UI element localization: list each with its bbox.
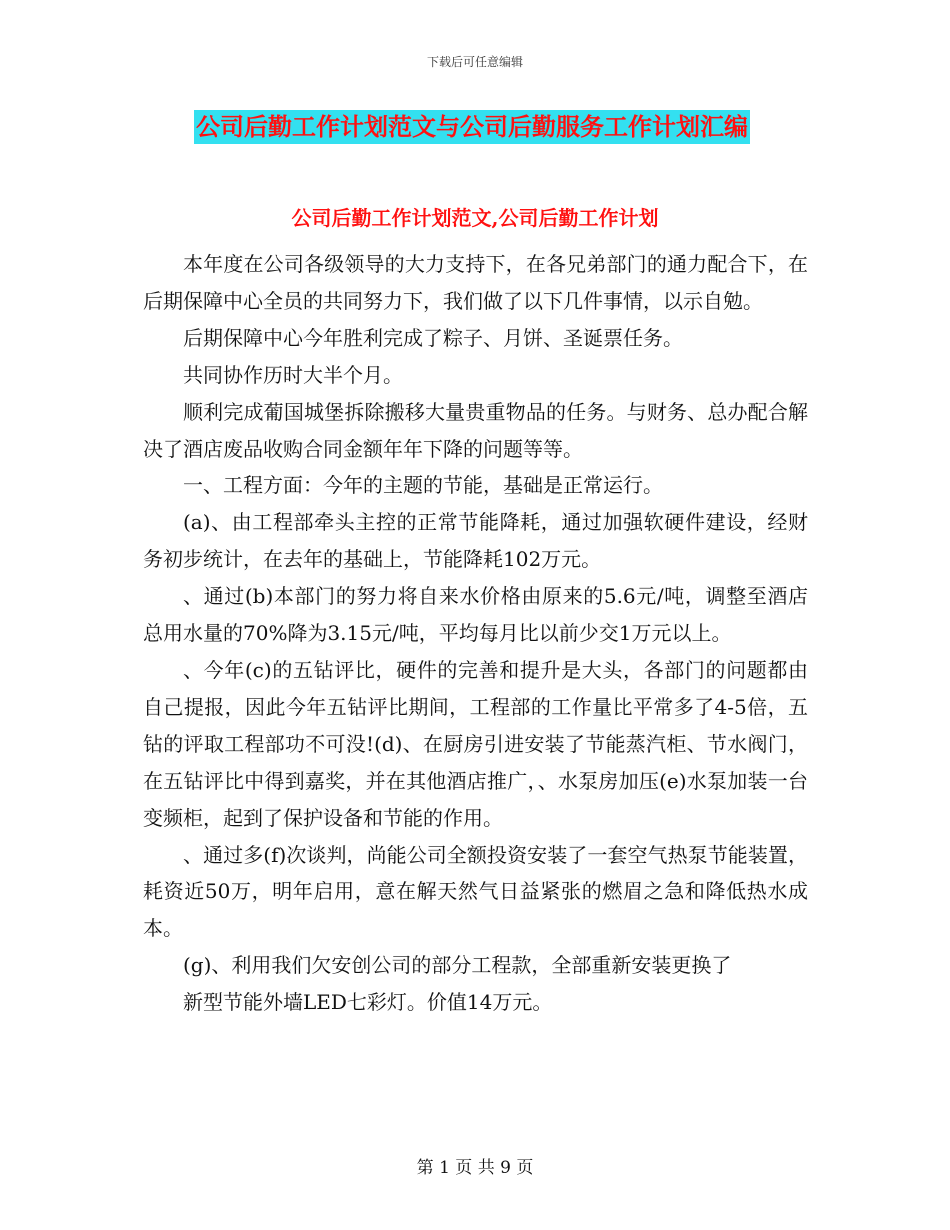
paragraph-castle: 顺利完成葡国城堡拆除搬移大量贵重物品的任务。与财务、总办配合解决了酒店废品收购合同金额年年下降的问题等等。	[143, 399, 808, 461]
paragraph-tasks: 后期保障中心今年胜利完成了粽子、月饼、圣诞票任务。	[183, 325, 683, 350]
header-note: 下载后可任意编辑	[426, 55, 523, 69]
document-main-title: 公司后勤工作计划范文与公司后勤服务工作计划汇编	[194, 110, 750, 144]
paragraph-engineering-heading: 一、工程方面：今年的主题的节能，基础是正常运行。	[183, 473, 663, 498]
paragraph-intro: 本年度在公司各级领导的大力支持下，在各兄弟部门的通力配合下，在后期保障中心全员的共同努力下，我们做了以下几件事情，以示自勉。	[143, 252, 808, 313]
paragraph-item-g-continued: 新型节能外墙LED七彩灯。价值14万元。	[183, 990, 553, 1015]
paragraph-cooperation: 共同协作历时大半个月。	[183, 362, 403, 387]
paragraph-item-g: (g)、利用我们欠安创公司的部分工程款，全部重新安装更换了	[183, 953, 732, 978]
document-sub-title: 公司后勤工作计划范文,公司后勤工作计划	[291, 206, 659, 230]
paragraph-item-f: 、通过多(f)次谈判，尚能公司全额投资安装了一套空气热泵节能装置，耗资近50万，明年启用，意在解天然气日益紧张的燃眉之急和降低热水成本。	[143, 842, 808, 941]
paragraph-item-a: (a)、由工程部牵头主控的正常节能降耗，通过加强软硬件建设，经财务初步统计，在去年的基础上，节能降耗102万元。	[143, 510, 808, 572]
page-number: 第 1 页 共 9 页	[416, 1158, 534, 1178]
paragraph-item-c-d-e: 、今年(c)的五钻评比，硬件的完善和提升是大头，各部门的问题都由自己提报，因此今年五钻评比期间，工程部的工作量比平常多了4-5倍，五钻的评取工程部功不可没!(d)、在厨房引进安装了节能蒸汽柜、节水阀门，在五钻评比中得到嘉奖，并在其他酒店推广，、水泵房加压(e)水泵加装一台变频柜，起到了保护设备和节能的作用。	[143, 657, 808, 830]
document-body	[143, 246, 808, 1021]
paragraph-item-b: 、通过(b)本部门的努力将自来水价格由原来的5.6元/吨，调整至酒店总用水量的70%降为3.15元/吨，平均每月比以前少交1万元以上。	[143, 584, 808, 646]
